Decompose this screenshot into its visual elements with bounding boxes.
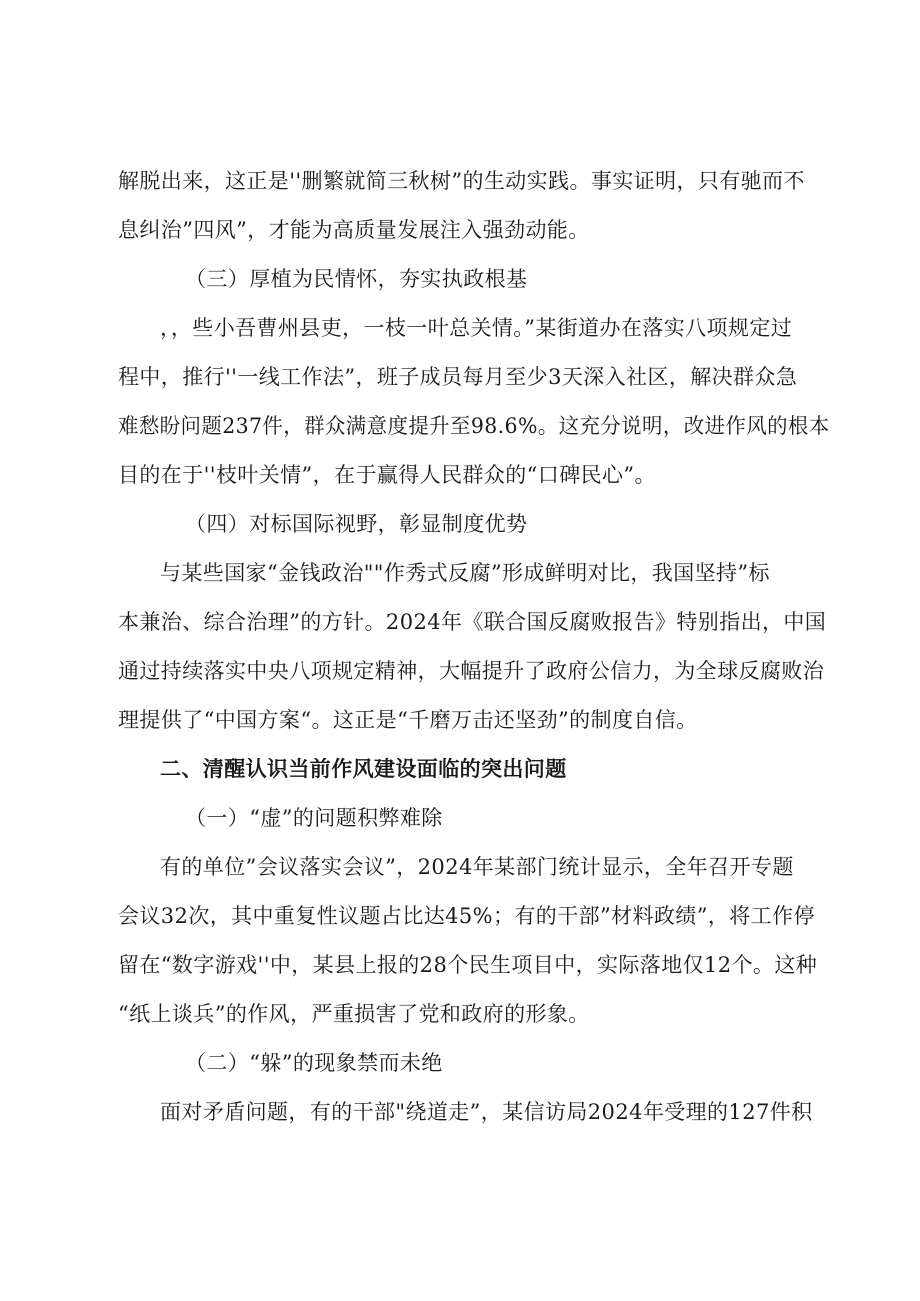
- section-heading-1: （一）“虚”的问题积弊难除: [185, 806, 443, 830]
- paragraph-line: 本兼治、综合治理”的方针。2024年《联合国反腐败报告》特别指出，中国: [118, 610, 827, 634]
- paragraph-line: 留在“数字游戏''中，某县上报的28个民生项目中，实际落地仅12个。这种: [118, 953, 818, 977]
- paragraph-line: 通过持续落实中央八项规定精神，大幅提升了政府公信力，为全球反腐败治: [118, 659, 825, 683]
- section-heading-4: （四）对标国际视野，彰显制度优势: [185, 512, 528, 536]
- paragraph-line: 息纠治”四风”，才能为高质量发展注入强劲动能。: [118, 218, 590, 242]
- paragraph-line: 会议32次，其中重复性议题占比达45%；有的干部”材料政绩”，将工作停: [118, 904, 815, 928]
- paragraph-line: 程中，推行''一线工作法”，班子成员每月至少3天深入社区，解决群众急: [118, 365, 798, 389]
- paragraph-line: “纸上谈兵”的作风，严重损害了党和政府的形象。: [118, 1002, 590, 1026]
- section-heading-3: （三）厚植为民情怀，夯实执政根基: [185, 267, 528, 291]
- paragraph-line: 面对矛盾问题，有的干部"绕道走”，某信访局2024年受理的127件积: [160, 1100, 813, 1124]
- paragraph-line: 与某些国家“金钱政治""作秀式反腐”形成鲜明对比，我国坚持”标: [160, 561, 770, 585]
- paragraph-line: 目的在于''枝叶关情”，在于赢得人民群众的“口碑民心”。: [118, 463, 656, 487]
- paragraph-line: 有的单位”会议落实会议”，2024年某部门统计显示，全年召开专题: [160, 855, 794, 879]
- paragraph-line: 理提供了“中国方案“。这正是“千磨万击还坚劲”的制度自信。: [118, 708, 698, 732]
- paragraph-line: 解脱出来，这正是''删繁就简三秋树”的生动实践。事实证明，只有驰而不: [118, 169, 805, 193]
- paragraph-line: ，，些小吾曹州县吏，一枝一叶总关情。”某街道办在落实八项规定过: [160, 316, 793, 340]
- chapter-heading-2: 二、清醒认识当前作风建设面临的突出问题: [160, 756, 567, 781]
- section-heading-2: （二）“躲”的现象禁而未绝: [185, 1051, 443, 1075]
- paragraph-line: 难愁盼问题237件，群众满意度提升至98.6%。这充分说明，改进作风的根本: [118, 414, 830, 438]
